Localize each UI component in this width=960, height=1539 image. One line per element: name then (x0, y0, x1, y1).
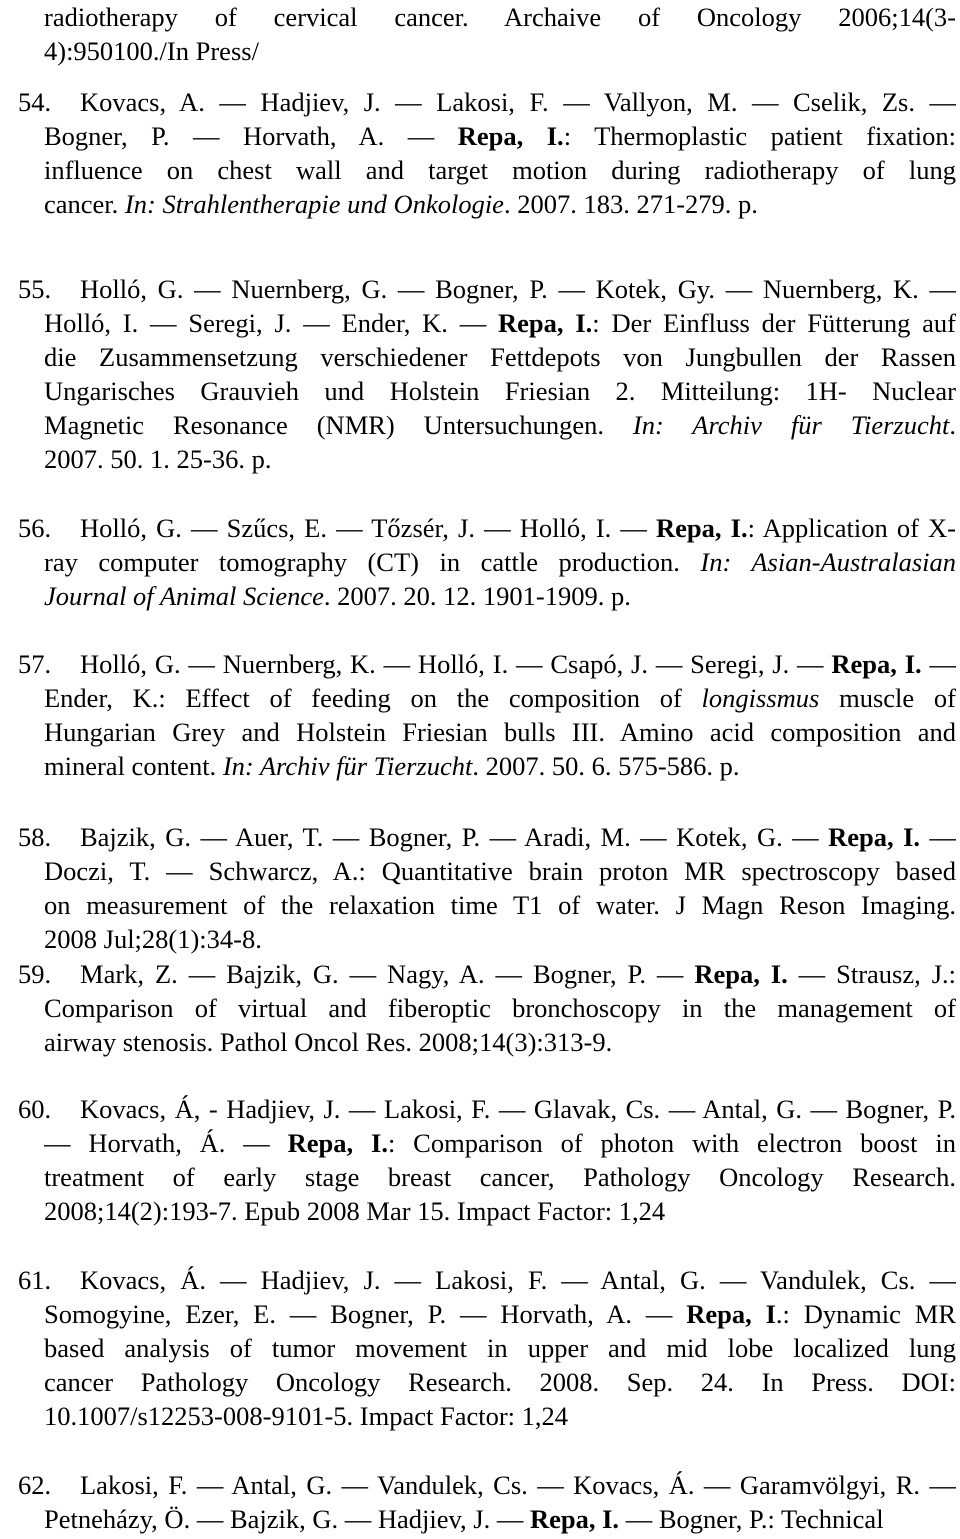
reference-text: Bajzik, G. ― Auer, T. ― Bogner, P. ― Aradi, M. ― Kotek, G. ― (80, 822, 829, 852)
reference-line (44, 153, 956, 187)
reference-text: die Zusammensetzung verschiedener Fettdepots von Jungbullen der Rassen (44, 342, 956, 372)
reference-text: Somogyine, Ezer, E. ― Bogner, P. ― Horvath, A. ― (44, 1299, 687, 1329)
reference-entry (18, 272, 956, 476)
reference-text: Holló, G. ― Nuernberg, K. ― Holló, I. ― Csapó, J. ― Seregi, J. ― (80, 649, 832, 679)
reference-text: Kovacs, A. ― Hadjiev, J. ― Lakosi, F. ― Vallyon, M. ― Cselik, Zs. ― (80, 87, 956, 117)
reference-text: Lakosi, F. ― Antal, G. ― Vandulek, Cs. ― Kovacs, Á. ― Garamvölgyi, R. ― (80, 1470, 956, 1500)
reference-text: . 2007. 183. 271-279. p. (503, 189, 758, 219)
reference-text: . 2007. 20. 12. 1901-1909. p. (323, 581, 631, 611)
reference-text: Holló, I. ― Seregi, J. ― Ender, K. ― (44, 308, 499, 338)
author-highlight: Repa, I. (694, 959, 788, 989)
reference-text: : Application of X- (747, 513, 956, 543)
reference-text: Comparison of virtual and fiberoptic bronchoscopy in the management of (44, 993, 956, 1023)
reference-number: 59. (18, 959, 52, 989)
reference-text: airway stenosis. Pathol Oncol Res. 2008;14(3):313-9. (44, 1027, 613, 1057)
author-highlight: Repa, I. (457, 121, 564, 151)
reference-entry (18, 1468, 956, 1536)
reference-line (0, 1092, 956, 1126)
reference-text: cancer Pathology Oncology Research. 2008. Sep. 24. In Press. DOI: (44, 1367, 956, 1397)
reference-entry (18, 85, 956, 221)
reference-text: treatment of early stage breast cancer, Pathology Oncology Research. (44, 1162, 956, 1192)
reference-number: 60. (18, 1094, 52, 1124)
reference-line (44, 888, 956, 922)
reference-line (44, 1502, 956, 1536)
reference-number: 61. (18, 1265, 52, 1295)
reference-line (44, 0, 956, 34)
reference-continuation (44, 0, 956, 68)
reference-text: ― (921, 649, 956, 679)
reference-text: on measurement of the relaxation time T1 of water. J Magn Reson Imaging. (44, 890, 956, 920)
reference-line (44, 991, 956, 1025)
author-highlight: Repa, I. (831, 649, 922, 679)
reference-line (44, 1365, 956, 1399)
reference-line (44, 374, 956, 408)
reference-number: 62. (18, 1470, 52, 1500)
reference-text: 2008 Jul;28(1):34-8. (44, 924, 262, 954)
reference-text: influence on chest wall and target motion during radiotherapy of lung (44, 155, 956, 185)
reference-line (44, 187, 956, 221)
reference-line (44, 854, 956, 888)
journal-title: In: Strahlentherapie und Onkologie (124, 189, 504, 219)
reference-line (44, 119, 956, 153)
reference-text: ― (920, 822, 956, 852)
reference-number: 54. (18, 87, 52, 117)
reference-line (0, 85, 956, 119)
reference-line (44, 442, 956, 476)
reference-text: Hungarian Grey and Holstein Friesian bulls III. Amino acid composition and (44, 717, 956, 747)
reference-text: 10.1007/s12253-008-9101-5. Impact Factor: 1,24 (44, 1401, 569, 1431)
reference-line (0, 957, 956, 991)
reference-line (0, 647, 956, 681)
reference-text: Magnetic Resonance (NMR) Untersuchungen. (44, 410, 633, 440)
reference-text: Holló, G. ― Nuernberg, G. ― Bogner, P. ― Kotek, Gy. ― Nuernberg, K. ― (80, 274, 956, 304)
reference-text: Bogner, P. ― Horvath, A. ― (44, 121, 458, 151)
reference-line (44, 340, 956, 374)
reference-line (44, 681, 956, 715)
author-highlight: Repa, I. (828, 822, 921, 852)
reference-text: based analysis of tumor movement in upper and mid lobe localized lung (44, 1333, 956, 1363)
reference-line (44, 306, 956, 340)
reference-text: Kovacs, Á, - Hadjiev, J. ― Lakosi, F. ― Glavak, Cs. ― Antal, G. ― Bogner, P. (80, 1094, 956, 1124)
reference-text: : Comparison of photon with electron boost in (387, 1128, 956, 1158)
reference-line (0, 511, 956, 545)
reference-line (44, 1399, 956, 1433)
journal-title: In: Archiv für Tierzucht (222, 751, 473, 781)
reference-entry (18, 647, 956, 783)
reference-line (44, 715, 956, 749)
reference-number: 56. (18, 513, 52, 543)
reference-text: . 2007. 50. 6. 575-586. p. (472, 751, 740, 781)
reference-text: .: Dynamic MR (775, 1299, 956, 1329)
journal-title: Journal of Animal Science (44, 581, 324, 611)
reference-line (44, 408, 956, 442)
author-highlight: Repa, I. (529, 1504, 620, 1534)
reference-line (0, 1468, 956, 1502)
reference-entry (18, 820, 956, 956)
reference-text: ― Horvath, Á. ― (44, 1128, 288, 1158)
reference-line (44, 34, 956, 68)
reference-number: 57. (18, 649, 52, 679)
author-highlight: Repa, I (686, 1299, 776, 1329)
reference-text: 4):950100./In Press/ (44, 36, 259, 66)
reference-text: Ungarisches Grauvieh und Holstein Friesian 2. Mitteilung: 1H- Nuclear (44, 376, 956, 406)
reference-text: : Thermoplastic patient fixation: (563, 121, 956, 151)
reference-text: ray computer tomography (CT) in cattle production. (44, 547, 701, 577)
reference-text: cancer. (44, 189, 125, 219)
reference-entry (18, 1263, 956, 1433)
journal-title: In: Archiv für Tierzucht (632, 410, 950, 440)
reference-number: 58. (18, 822, 52, 852)
reference-text: 2007. 50. 1. 25-36. p. (44, 444, 272, 474)
reference-text: muscle of (819, 683, 956, 713)
author-highlight: Repa, I. (287, 1128, 388, 1158)
reference-text: Holló, G. ― Szűcs, E. ― Tőzsér, J. ― Holló, I. ― (80, 513, 657, 543)
reference-text: 2008;14(2):193-7. Epub 2008 Mar 15. Impact Factor: 1,24 (44, 1196, 666, 1226)
reference-text: . (949, 410, 956, 440)
reference-text: radiotherapy of cervical cancer. Archaive of Oncology 2006;14(3- (44, 2, 956, 32)
reference-line (44, 1160, 956, 1194)
reference-line (44, 1025, 956, 1059)
reference-text: ― Strausz, J.: (787, 959, 956, 989)
reference-line (44, 1126, 956, 1160)
reference-text: Kovacs, Á. ― Hadjiev, J. ― Lakosi, F. ― Antal, G. ― Vandulek, Cs. ― (80, 1265, 956, 1295)
reference-entry (18, 511, 956, 613)
author-highlight: Repa, I. (656, 513, 748, 543)
reference-line (44, 922, 956, 956)
reference-text: Petneházy, Ö. ― Bajzik, G. ― Hadjiev, J. ― (44, 1504, 530, 1534)
author-highlight: Repa, I. (498, 308, 593, 338)
reference-line (0, 272, 956, 306)
reference-text: ― Bogner, P.: Technical (619, 1504, 884, 1534)
reference-text: Mark, Z. ― Bajzik, G. ― Nagy, A. ― Bogner, P. ― (80, 959, 695, 989)
reference-line (44, 545, 956, 579)
reference-line (0, 820, 956, 854)
reference-entry (18, 1092, 956, 1228)
reference-line (44, 749, 956, 783)
reference-text: : Der Einfluss der Fütterung auf (592, 308, 956, 338)
reference-line (0, 1263, 956, 1297)
journal-title: In: Asian-Australasian (700, 547, 956, 577)
reference-text: Doczi, T. ― Schwarcz, A.: Quantitative brain proton MR spectroscopy based (44, 856, 956, 886)
journal-title: longissmus (701, 683, 820, 713)
reference-line (44, 1331, 956, 1365)
reference-text: Ender, K.: Effect of feeding on the composition of (44, 683, 702, 713)
reference-entry (18, 957, 956, 1059)
reference-line (44, 1297, 956, 1331)
reference-text: mineral content. (44, 751, 223, 781)
reference-line (44, 579, 956, 613)
reference-line (44, 1194, 956, 1228)
reference-number: 55. (18, 274, 52, 304)
